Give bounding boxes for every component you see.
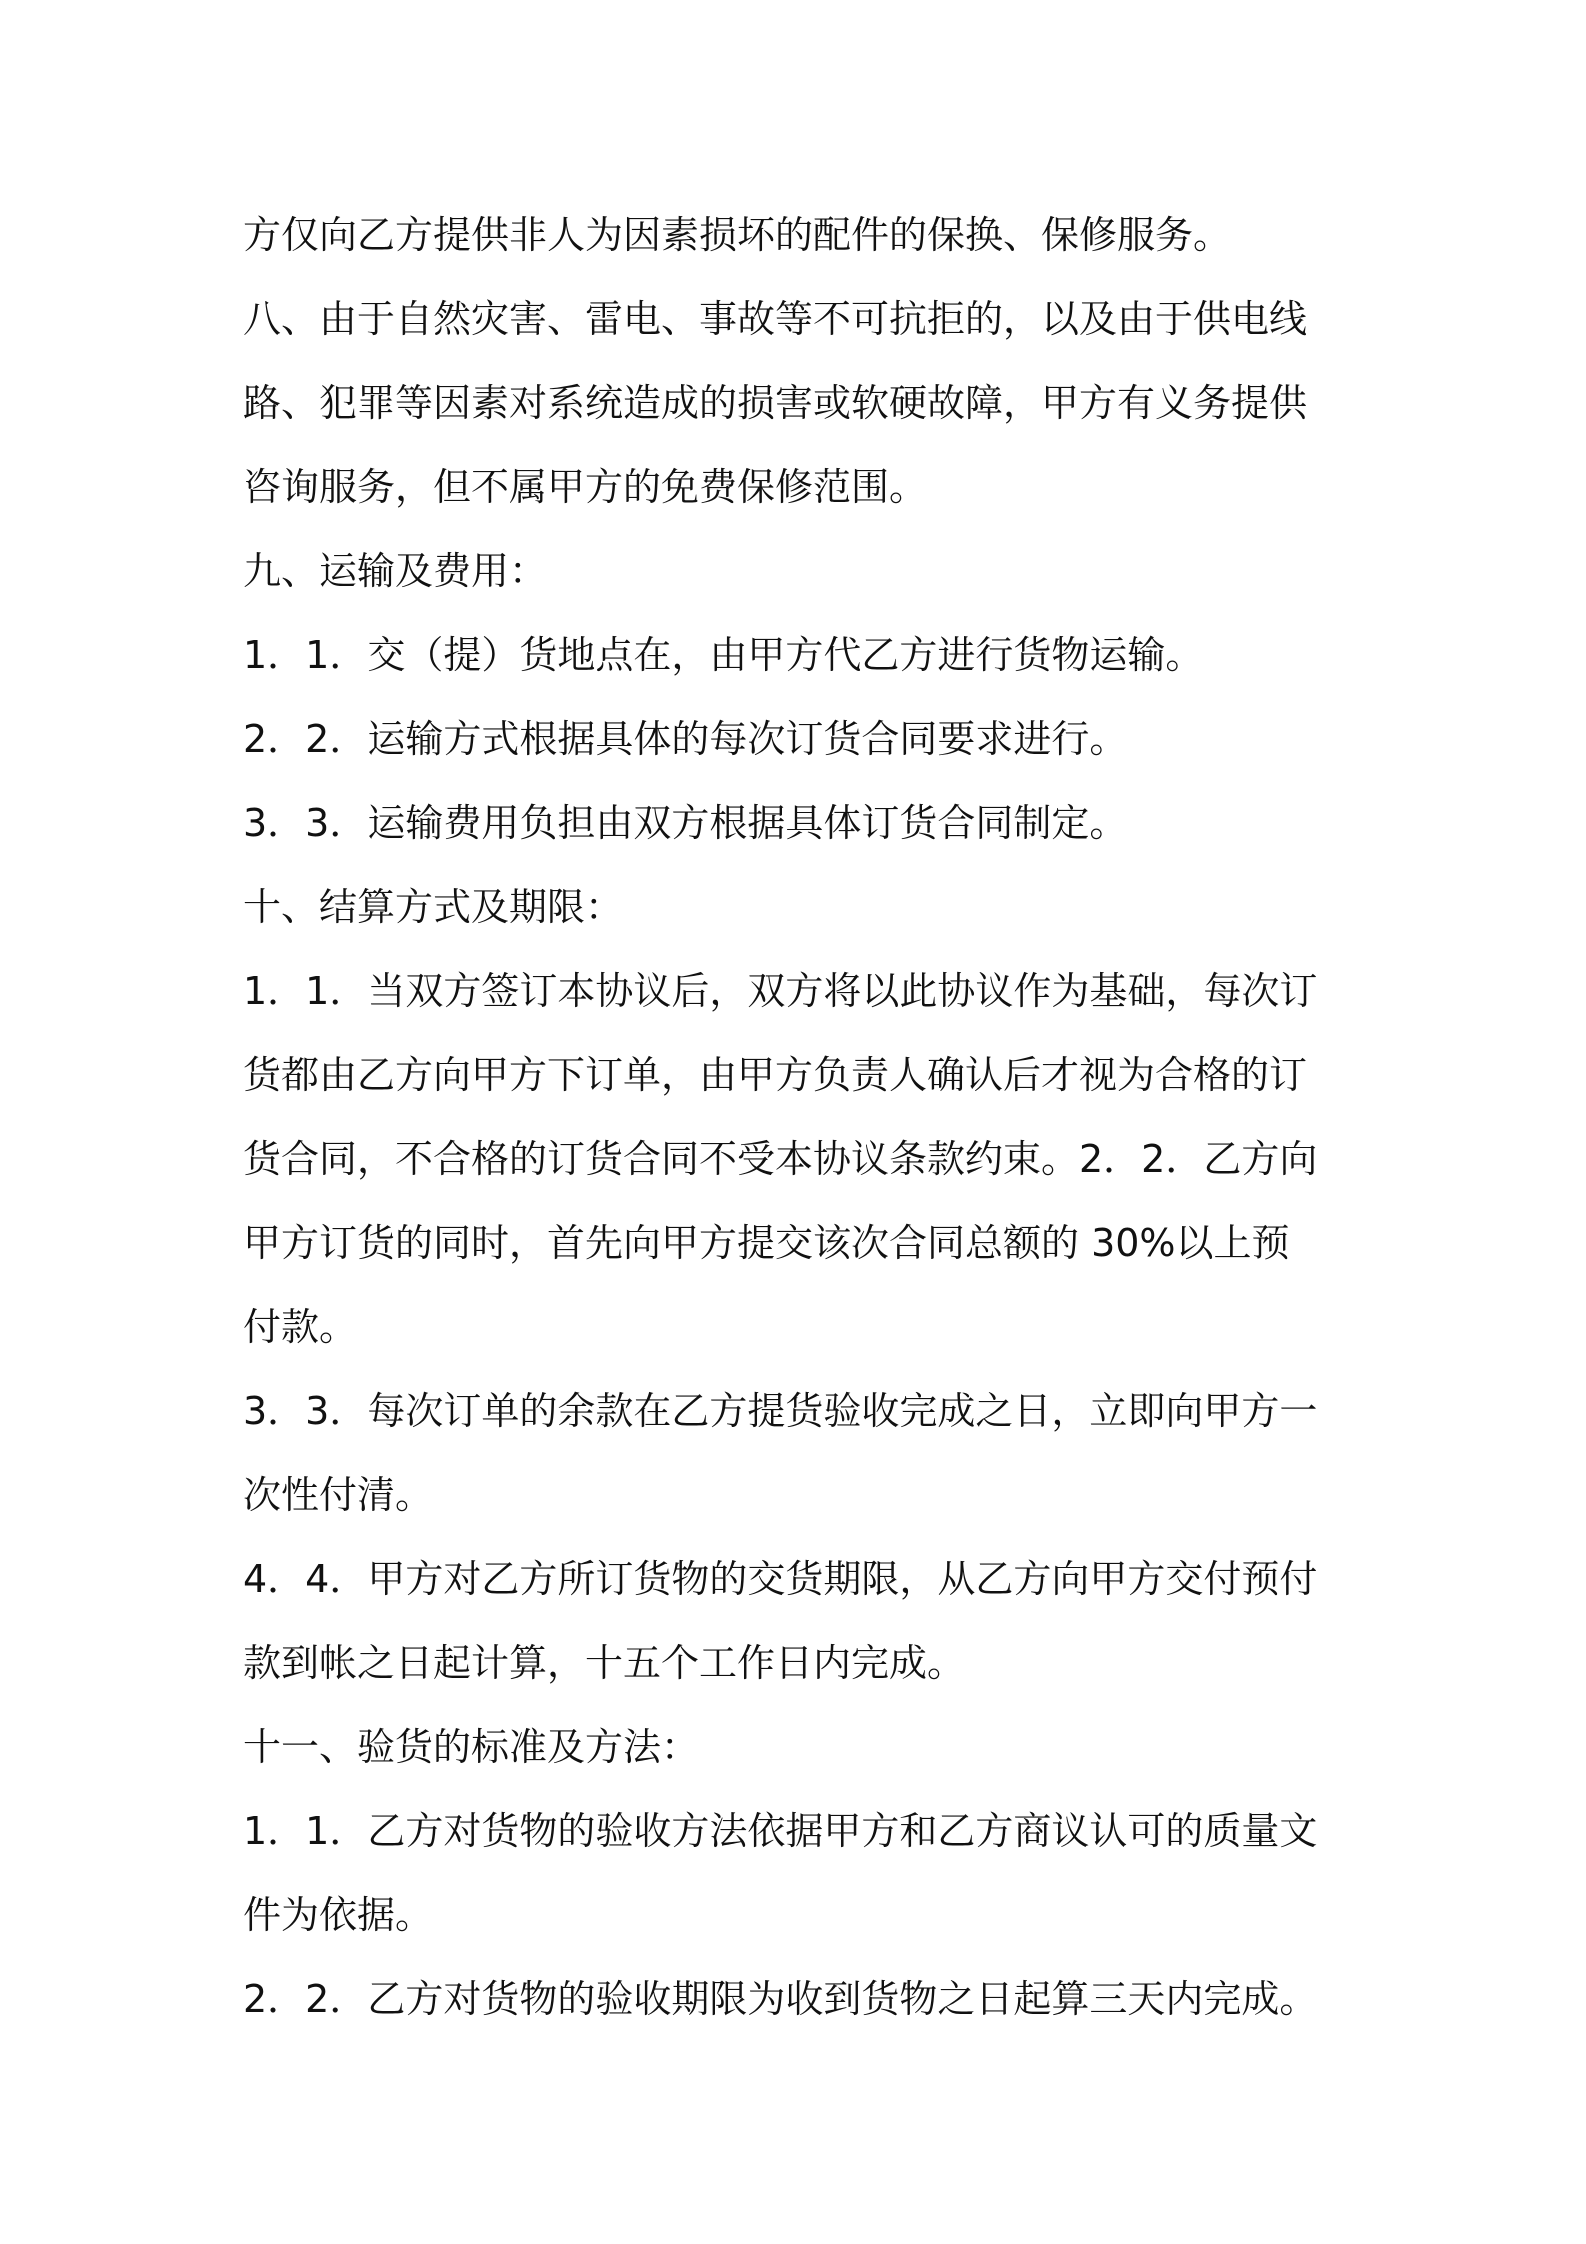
document-body [243, 193, 1363, 2041]
text-line: 款到帐之日起计算，十五个工作日内完成。 [243, 1641, 966, 1685]
text-line: 方仅向乙方提供非人为因素损坏的配件的保换、保修服务。 [243, 213, 1232, 257]
text-line: 货都由乙方向甲方下订单，由甲方负责人确认后才视为合格的订 [243, 1053, 1308, 1097]
text-line: 货合同，不合格的订货合同不受本协议条款约束。2．2．乙方向 [243, 1137, 1318, 1181]
section-heading: 十、结算方式及期限： [243, 885, 624, 929]
text-line: 2．2．乙方对货物的验收期限为收到货物之日起算三天内完成。 [243, 1977, 1318, 2021]
text-line: 3．3．每次订单的余款在乙方提货验收完成之日，立即向甲方一 [243, 1389, 1318, 1433]
text-line: 1．1．乙方对货物的验收方法依据甲方和乙方商议认可的质量文 [243, 1809, 1318, 1853]
text-line: 1．1．当双方签订本协议后，双方将以此协议作为基础，每次订 [243, 969, 1318, 1013]
text-line: 2．2．运输方式根据具体的每次订货合同要求进行。 [243, 717, 1128, 761]
text-line: 咨询服务，但不属甲方的免费保修范围。 [243, 465, 928, 509]
text-line: 1．1．交（提）货地点在，由甲方代乙方进行货物运输。 [243, 633, 1204, 677]
text-line: 次性付清。 [243, 1473, 434, 1517]
text-line: 八、由于自然灾害、雷电、事故等不可抗拒的，以及由于供电线 [243, 297, 1308, 341]
text-line: 路、犯罪等因素对系统造成的损害或软硬故障，甲方有义务提供 [243, 381, 1308, 425]
text-line: 甲方订货的同时，首先向甲方提交该次合同总额的 30%以上预 [243, 1221, 1290, 1265]
text-line: 付款。 [243, 1305, 358, 1349]
text-line: 件为依据。 [243, 1893, 434, 1937]
text-line: 3．3．运输费用负担由双方根据具体订货合同制定。 [243, 801, 1128, 845]
text-line: 4．4．甲方对乙方所订货物的交货期限，从乙方向甲方交付预付 [243, 1557, 1318, 1601]
section-heading: 九、运输及费用： [243, 549, 548, 593]
section-heading: 十一、验货的标准及方法： [243, 1725, 700, 1769]
